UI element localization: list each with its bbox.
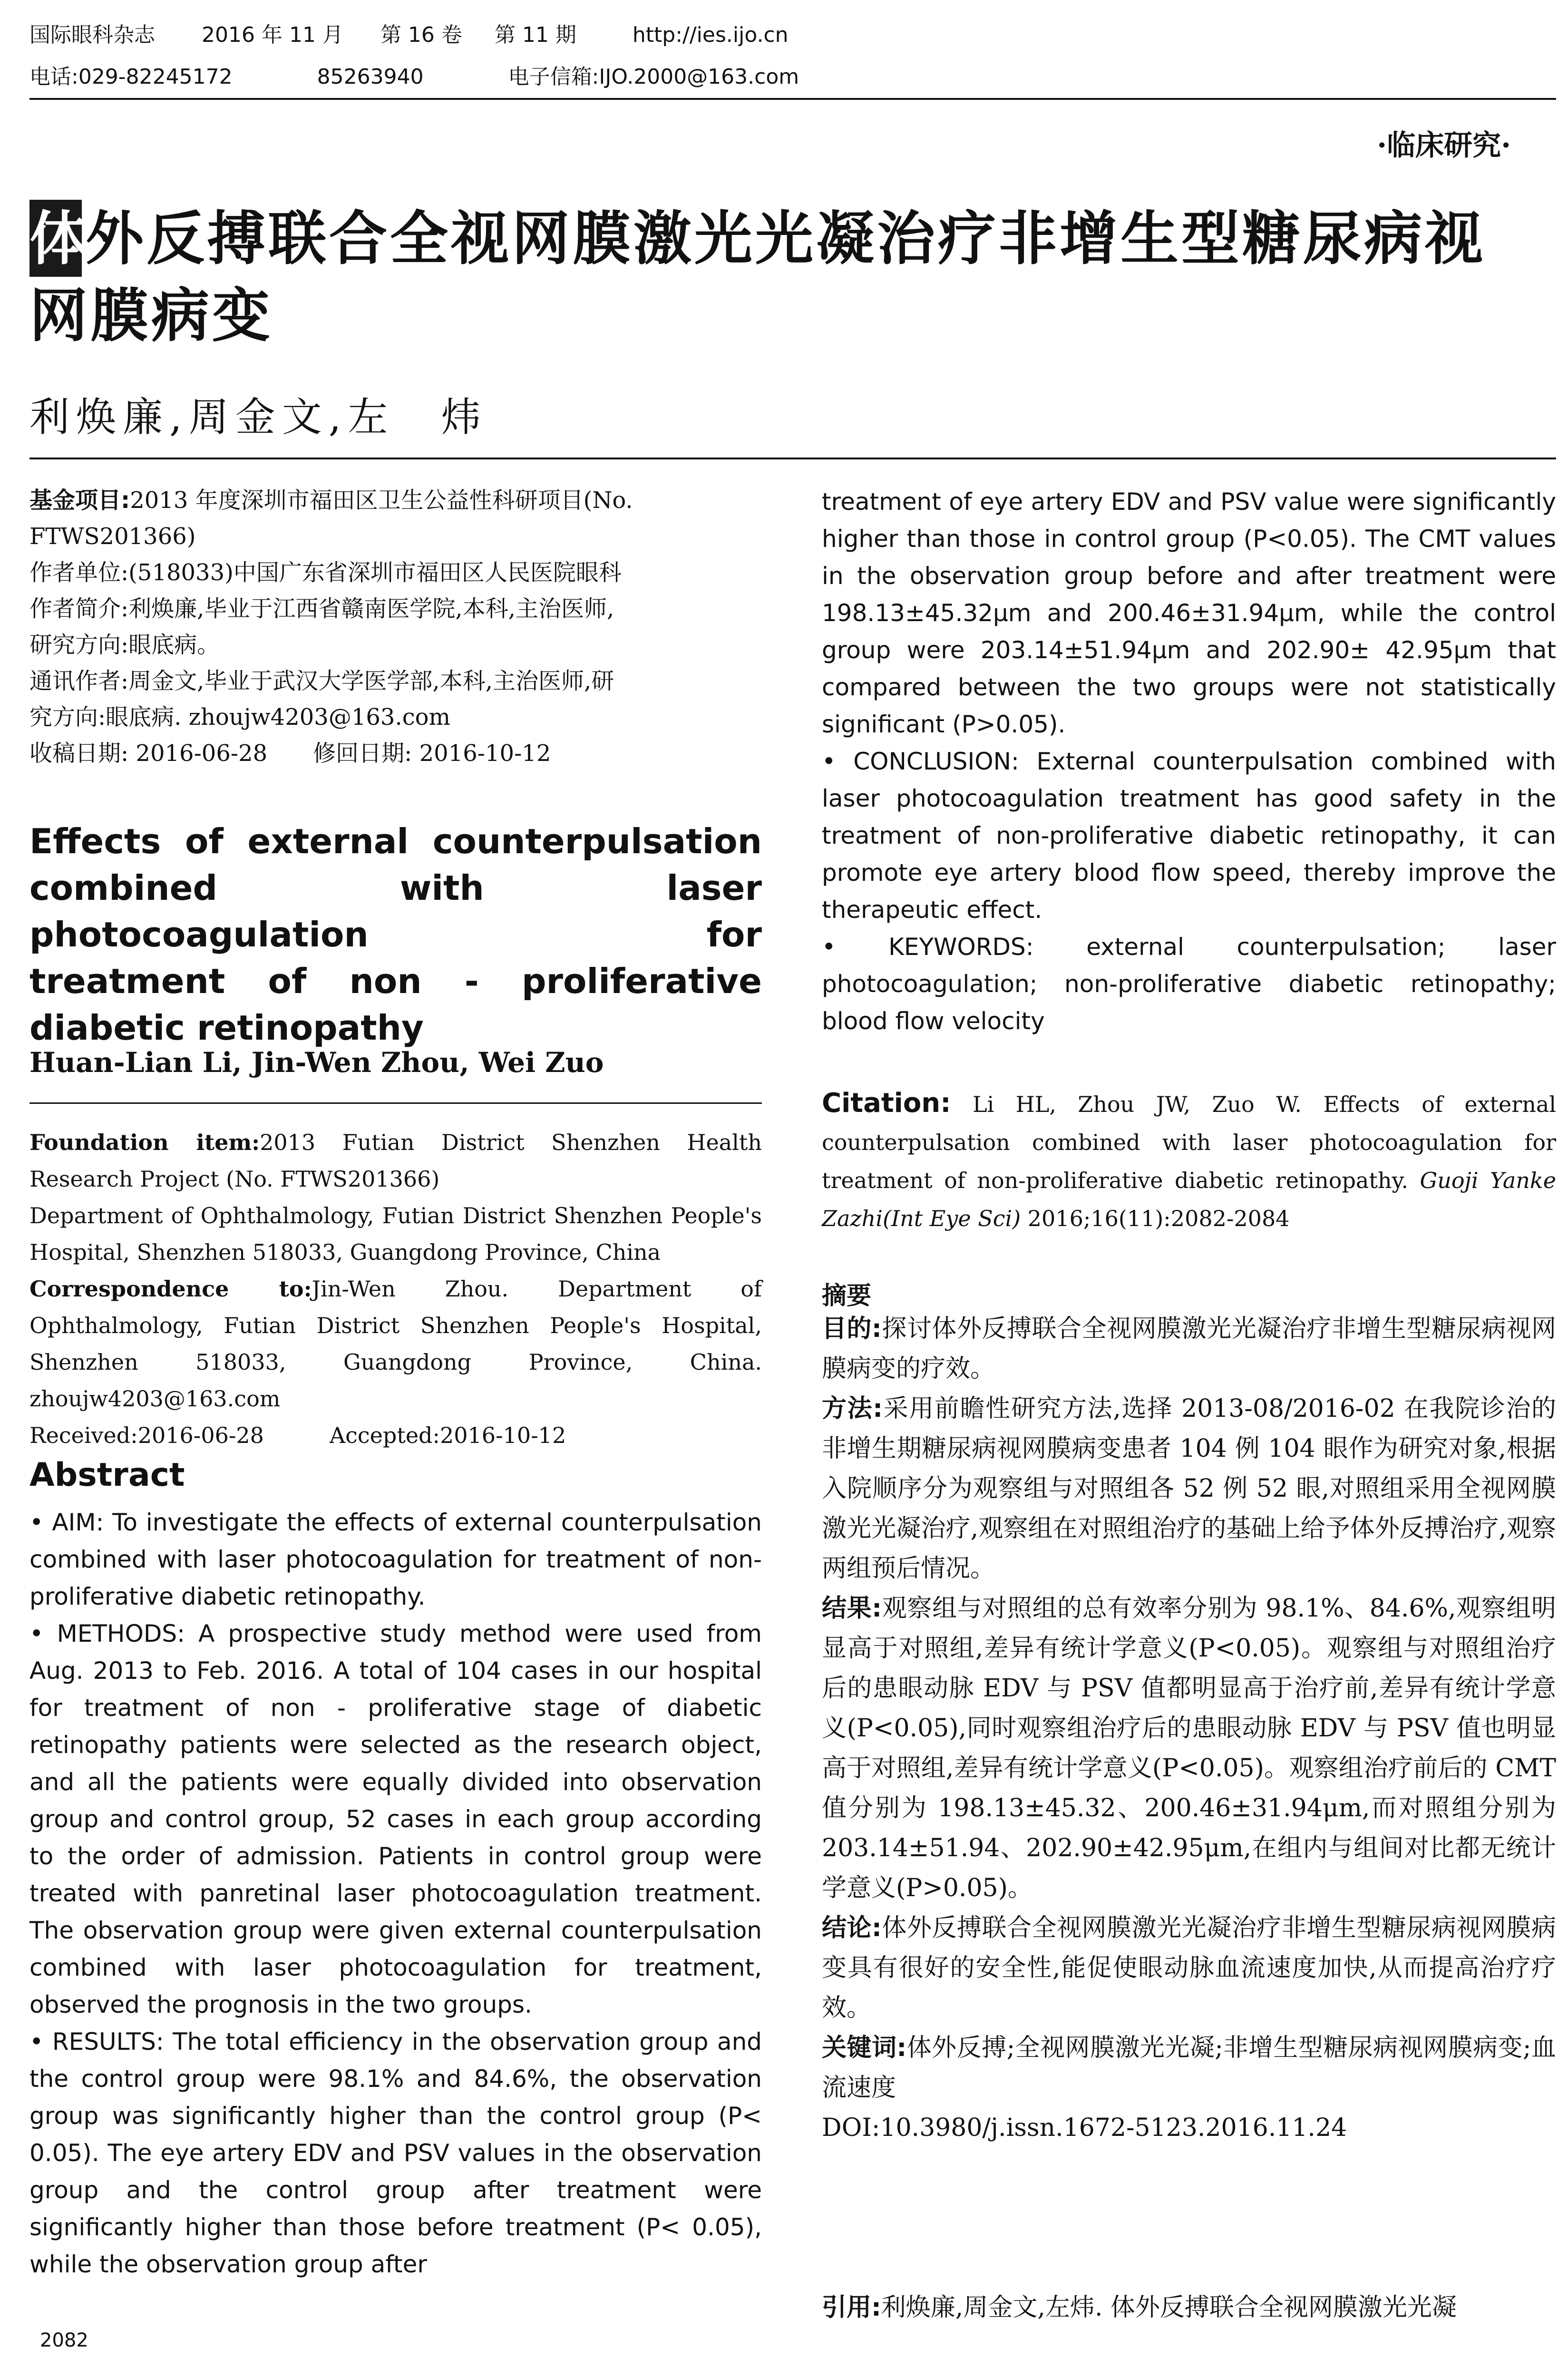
abstract-left [29, 1504, 762, 2283]
citation-text: Li HL, Zhou JW, Zuo W. Effects of external counterpulsation combined with laser photocoagulation for treatment of non-proliferative diabetic retinopathy. [822, 1091, 1556, 1193]
issue: 第 11 期 [494, 23, 576, 47]
abstract-cn: 目的:探讨体外反搏联合全视网膜激光光凝治疗非增生型糖尿病视网膜病变的疗效。 方法:采用前瞻性研究方法,选择 2013-08/2016-02 在我院诊治的非增生期糖尿病视网膜病变患者 104 例 104 眼作为研究对象,根据入院顺序分为观察组与对照组各 52 例 52 眼,对照组采用全视网膜激光光凝治疗,观察组在对照组治疗的基础上给予体外反搏治疗,观察两组预后情况。 结果:观察组与对照组的总有效率分别为 98.1%、84.6%,观察组明显高于对照组,差异有统计学意义(P<0.05)。观察组与对照组治疗后的患眼动脉 EDV 与 PSV 值都明显高于治疗前,差异有统计学意义(P<0.05),同时观察组治疗后的患眼动脉 EDV 与 PSV 值也明显高于对照组,差异有统计学意义(P<0.05)。观察组治疗前后的 CMT 值分别为 198.13±45.32、200.46±31.94μm,而对照组分别为 203.14±51.94、202.90±42.95μm,在组内与组间对比都无统计学意义(P>0.05)。 结论:体外反搏联合全视网膜激光光凝治疗非增生型糖尿病视网膜病变具有很好的安全性,能促使眼动脉血流速度加快,从而提高治疗疗效。 关键词:体外反搏;全视网膜激光光凝;非增生型糖尿病视网膜病变;血流速度 DOI:10.3980/j.issn.1672-5123.2016.11.24 [822, 1309, 1556, 2148]
title-en [29, 818, 762, 1051]
meta-line: 收稿日期: 2016-06-28 修回日期: 2016-10-12 [29, 740, 551, 767]
abstract-cn-heading: 摘要 [822, 1282, 872, 1310]
doi: DOI:10.3980/j.issn.1672-5123.2016.11.24 [822, 2114, 1347, 2142]
affiliation: Department of Ophthalmology, Futian District Shenzhen People's Hospital, Shenzhen 518033, Guangdong Province, China [29, 1203, 762, 1265]
cite-cn-label: 引用: [822, 2293, 881, 2322]
title-line1: 外反搏联合全视网膜激光光凝治疗非增生型糖尿病视 [86, 204, 1486, 273]
phone-1: 电话:029-82245172 [29, 65, 233, 89]
title-first-char: 体 [29, 200, 82, 277]
foundation-label: Foundation item: [29, 1130, 260, 1155]
abstract-cn-methods: 采用前瞻性研究方法,选择 2013-08/2016-02 在我院诊治的非增生期糖尿病视网膜病变患者 104 例 104 眼作为研究对象,根据入院顺序分为观察组与对照组各 52 例 52 眼,对照组采用全视网膜激光光凝治疗,观察组在对照组治疗的基础上给予体外反搏治疗,观察两组预后情况。 [822, 1394, 1556, 1583]
abstract-right [822, 483, 1556, 1040]
abstract-results-left: • RESULTS: The total efficiency in the observation group and the control group were 98.1% and 84.6%, the observation group was significantly higher than the control group (P< 0.05). The eye artery EDV and PSV values in the observation group and the control group after treatment were significantly higher than those before treatment (P< 0.05), while the observation group after [29, 2028, 762, 2278]
meta-line: 通讯作者:周金文,毕业于武汉大学医学部,本科,主治医师,研 [29, 668, 614, 694]
authors-en: Huan-Lian Li, Jin-Wen Zhou, Wei Zuo [29, 1046, 604, 1079]
abstract-keywords: • KEYWORDS: external counterpulsation; laser photocoagulation; non-proliferative diabetic retinopathy; blood flow velocity [822, 933, 1556, 1035]
foundation-text: 2013 Futian District Shenzhen Health Research Project (No. FTWS201366) [29, 1130, 762, 1192]
authors-cn: 利焕廉,周金文,左 炜 [29, 394, 488, 440]
journal-name: 国际眼科杂志 [29, 23, 155, 47]
journal-email[interactable]: 电子信箱:IJO.2000@163.com [508, 65, 799, 89]
phone-2: 85263940 [317, 65, 424, 89]
abstract-heading: Abstract [29, 1456, 185, 1494]
page-number: 2082 [40, 2329, 88, 2351]
meta-cn [29, 482, 762, 771]
journal-header-line1 [29, 25, 789, 46]
correspondence-text: Jin-Wen Zhou. Department of Ophthalmology, Futian District Shenzhen People's Hospital, Shenzhen 518033, Guangdong Province, China. zhoujw4203@163.com [29, 1276, 762, 1412]
title-line2: 网膜病变 [29, 281, 273, 350]
citation-journal: Guoji Yanke Zazhi(Int Eye Sci) [822, 1168, 1556, 1231]
citation-label: Citation: [822, 1088, 951, 1119]
abstract-aim: • AIM: To investigate the effects of external counterpulsation combined with laser photocoagulation for treatment of non-proliferative diabetic retinopathy. [29, 1509, 762, 1610]
abstract-cn-aim: 探讨体外反搏联合全视网膜激光光凝治疗非增生型糖尿病视网膜病变的疗效。 [822, 1315, 1556, 1383]
cite-cn [822, 2288, 1556, 2328]
meta-line: 基金项目:2013 年度深圳市福田区卫生公益性科研项目(No. [29, 487, 633, 514]
abstract-cn-conclusion: 体外反搏联合全视网膜激光光凝治疗非增生型糖尿病视网膜病变具有很好的安全性,能促使眼动脉血流速度加快,从而提高治疗疗效。 [822, 1914, 1556, 2022]
title-en-line: diabetic retinopathy [29, 1008, 424, 1048]
received-accepted: Received:2016-06-28 Accepted:2016-10-12 [29, 1422, 566, 1448]
abstract-cn-keywords: 体外反搏;全视网膜激光光凝;非增生型糖尿病视网膜病变;血流速度 [822, 2034, 1557, 2102]
cite-cn-text: 利焕廉,周金文,左炜. 体外反搏联合全视网膜激光光凝 [881, 2293, 1457, 2322]
meta-line: 作者简介:利焕廉,毕业于江西省赣南医学院,本科,主治医师, [29, 595, 614, 622]
abstract-methods: • METHODS: A prospective study method were used from Aug. 2013 to Feb. 2016. A total of 104 cases in our hospital for treatment of non - proliferative stage of diabetic retinopathy patients were selected as the research object, and all the patients were equally divided into observation group and control group, 52 cases in each group according to the order of admission. Patients in control group were treated with panretinal laser photocoagulation treatment. The observation group were given external counterpulsation combined with laser photocoagulation for treatment, observed the prognosis in the two groups. [29, 1620, 762, 2018]
foundation-block [29, 1124, 762, 1454]
journal-header-line2 [29, 67, 799, 88]
citation-block [822, 1084, 1556, 1237]
meta-line: 究方向:眼底病. zhoujw4203@163.com [29, 704, 451, 731]
title-en-line: treatment of non - proliferative [29, 961, 762, 1001]
abstract-cn-results: 观察组与对照组的总有效率分别为 98.1%、84.6%,观察组明显高于对照组,差异有统计学意义(P<0.05)。观察组与对照组治疗后的患眼动脉 EDV 与 PSV 值都明显高于治疗前,差异有统计学意义(P<0.05),同时观察组治疗后的患眼动脉 EDV 与 PSV 值也明显高于对照组,差异有统计学意义(P<0.05)。观察组治疗前后的 CMT 值分别为 198.13±45.32、200.46±31.94μm,而对照组分别为 203.14±51.94、202.90±42.95μm,在组内与组间对比都无统计学意义(P>0.05)。 [822, 1594, 1556, 1902]
abstract-results-right: treatment of eye artery EDV and PSV value were significantly higher than those in control group (P<0.05). The CMT values in the observation group before and after treatment were 198.13±45.32μm and 200.46±31.94μm, while the control group were 203.14±51.94μm and 202.90± 42.95μm that compared between the two groups were not statistically significant (P>0.05). [822, 488, 1556, 738]
meta-line: FTWS201366) [29, 523, 196, 550]
correspondence-label: Correspondence to: [29, 1276, 312, 1302]
title-rule [29, 458, 1556, 459]
authors-en-rule [29, 1102, 762, 1104]
volume: 第 16 卷 [380, 23, 462, 47]
citation-tail: 2016;16(11):2082-2084 [1021, 1206, 1290, 1231]
abstract-conclusion: • CONCLUSION: External counterpulsation combined with laser photocoagulation treatment has good safety in the treatment of non-proliferative diabetic retinopathy, it can promote eye artery blood flow speed, thereby improve the therapeutic effect. [822, 748, 1556, 924]
section-tag: ·临床研究· [1377, 129, 1511, 162]
title-en-line: combined with laser photocoagulation for [29, 868, 762, 955]
meta-line: 研究方向:眼底病。 [29, 632, 220, 658]
meta-line: 作者单位:(518033)中国广东省深圳市福田区人民医院眼科 [29, 559, 622, 586]
title-en-line: Effects of external counterpulsation [29, 821, 762, 861]
article-title [29, 200, 1551, 354]
header-rule [29, 98, 1556, 100]
issue-date: 2016 年 11 月 [202, 23, 343, 47]
journal-url[interactable]: http://ies.ijo.cn [632, 23, 789, 47]
